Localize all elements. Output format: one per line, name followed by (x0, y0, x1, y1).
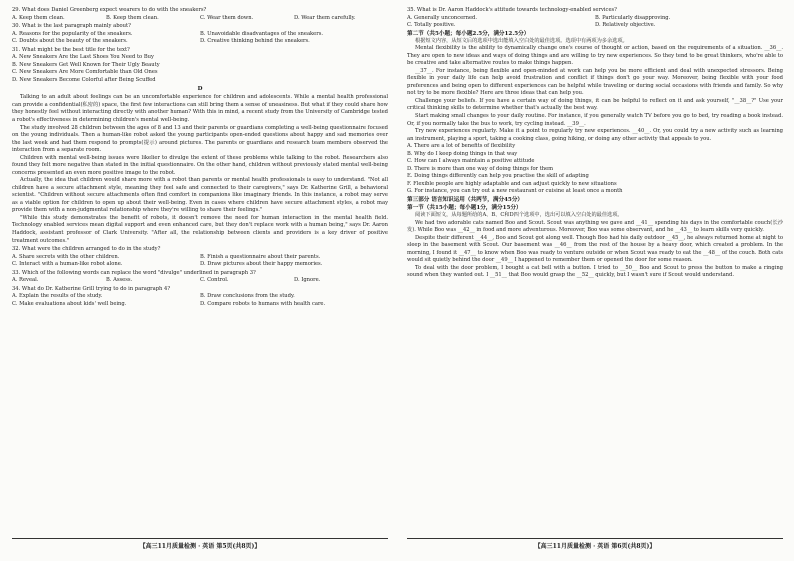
q34-options-row2 (12, 301, 388, 309)
q35-stem: 35. What is Dr. Aaron Haddock's attitude towards technology-enabled services? (407, 7, 617, 13)
q35-option-c: C. Totally positive. (407, 22, 456, 29)
q31-stem: 31. What might be the best title for the text? (12, 46, 130, 53)
passage-d-paragraph-3: Children with mental well-being issues were likelier to divulge the extent of these problems while talking to the robot. Researchers also found they felt more negative than stated in the initial questionnaire. On the other hand, children without previously stated mental well-being concerns presented an even more positive image to the robot. (12, 154, 388, 176)
q34-options-row1 (12, 293, 388, 301)
q29-options (12, 15, 388, 23)
part-3-section-1-title: 第一节（共15小题；每小题1分，满分15分） (407, 204, 522, 211)
left-page-footer: 【高三11月质量检测 · 英语 第5页(共8页)】 (12, 538, 388, 551)
passage-d-paragraph-1: Talking to an adult about feelings can be an uncomfortable experience for children and adolescents. While a mental health professional can provide a confidential(私密的) space, the first few interactions can still bring them a sense of uneasiness. But what if they could share how they honestly feel without interacting directly with another human? With this in mind, a recent study from the University of Cambridge tested a robot's effectiveness in determining children's mental well-being. (12, 94, 388, 124)
section-2-title: 第二节（共5小题；每小题2.5分，满分12.5分） (407, 30, 530, 37)
q30-option-a: A. Reasons for the popularity of the sneakers. (12, 30, 133, 37)
choice-d: D. There is more than one way of doing things for them (407, 165, 554, 172)
right-page-footer: 【高三11月质量检测 · 英语 第6页(共8页)】 (407, 538, 783, 551)
q32-options-row1 (12, 254, 388, 262)
part-3-title: 第三部分 语言知识运用（共两节，满分45分） (407, 196, 524, 203)
q32-option-b: B. Finish a questionnaire about their parents. (200, 253, 321, 260)
passage-7-5-paragraph-2: __37__. For instance, being flexible and open-minded at work can help you be more efficient and deal with unexpected stressors. Being flexible in your daily life can help avoid frustration and conflict if things don't go your way. Moreover, being flexible with your food preferences and being open to different experiences can be helpful while traveling or during social occasions with friends and family. So why not try to be more flexible? Here are three ideas that can help you. (407, 67, 783, 97)
q32-options-row2 (12, 261, 388, 269)
q33-option-d: D. Ignore. (294, 277, 321, 284)
choice-f: F. Flexible people are highly adaptable and can adjust quickly to new situations (407, 180, 617, 187)
passage-d-label: D (197, 86, 203, 93)
q32-option-a: A. Share secrets with the other children. (12, 253, 120, 260)
q32-stem: 32. What were the children arranged to do in the study? (12, 246, 161, 253)
choice-b: B. Why do I keep doing things in that way (407, 150, 518, 157)
q30-stem: 30. What is the last paragraph mainly about? (12, 23, 131, 30)
part-3-instruction: 阅读下面短文，从每题所给的A、B、C和D四个选项中，选出可以填入空白处的最佳选项。 (415, 212, 623, 219)
choice-c: C. How can I always maintain a positive attitude (407, 158, 535, 165)
left-column (12, 6, 388, 530)
q31-option-a: A. New Sneakers Are the Last Shoes You Need to Buy (12, 54, 154, 61)
q29-option-a: A. Keep them clean. (12, 14, 65, 21)
q35-options-row2 (407, 22, 783, 30)
q31-option-c: C. New Sneakers Are More Comfortable than Old Ones (12, 69, 158, 76)
cloze-paragraph-1: We had two adorable cats named Boo and Scout. Scout was anything we gave and __41__ spending his days in the comfortable couch(长沙发). While Boo was __42__ in food and more adventurous. Moreover, Boo was some observant, and he __43__ to learn skills very quickly. (407, 219, 783, 234)
q30-option-c: C. Doubts about the beauty of the sneakers. (12, 38, 128, 45)
q30-option-d: D. Creative thinking behind the sneakers. (200, 38, 310, 45)
section-2-instruction: 根据短文内容，从短文后的选项中选出能填入空白处的最佳选项。选项中有两项为多余选项。 (415, 37, 628, 44)
q30-option-b: B. Unavoidable disadvantages of the sneakers. (200, 30, 324, 37)
cloze-paragraph-3: To deal with the door problem, I bought a cat bell with a button. I tried to __50__ Boo and Scout to press the button to make a ringing sound when they wanted out. I __51__ that Boo would grasp the __52__ quickly, but I wasn't sure if Scout would understand. (407, 264, 783, 279)
q35-option-a: A. Generally unconcerned. (407, 14, 478, 21)
q29-stem: 29. What does Daniel Greenberg expect wearers to do with the sneakers? (12, 7, 207, 13)
q32-option-d: D. Draw pictures about their happy memories. (200, 261, 323, 268)
q32-option-c: C. Interact with a human-like robot alone. (12, 261, 123, 268)
q34-option-a: A. Explain the results of the study. (12, 293, 103, 300)
choice-e: E. Doing things differently can help you practise the skill of adapting (407, 173, 589, 180)
q31-option-d: D. New Sneakers Become Colorful after Being Scuffed (12, 76, 156, 83)
q35-options-row1 (407, 15, 783, 23)
q34-option-d: D. Compare robots to humans with health care. (200, 300, 326, 307)
q29-option-b: B. Keep them clean. (106, 14, 159, 21)
q29-option-d: D. Wear them carefully. (294, 14, 356, 21)
q30-options-row2 (12, 38, 388, 46)
q35-option-d: D. Relatively objective. (595, 22, 656, 29)
q33-option-a: A. Reveal. (12, 277, 39, 284)
passage-d-paragraph-5: "While this study demonstrates the benefit of robots, it doesn't remove the need for human interaction in the mental health field. Technology enabled services mean digital support and even enhanced care, but they don't replace work with a human being," says Dr. Aaron Haddock, assistant professor of Clark University. "After all, the relationship between clients and providers is a key driver of positive treatment outcomes." (12, 214, 388, 244)
q34-stem: 34. What do Dr. Katherine Grill trying to do in paragraph 4? (12, 285, 171, 292)
q31-option-b: B. New Sneakers Get Well Known for Their Ugly Beauty (12, 61, 160, 68)
cloze-paragraph-2: Despite their different __44__, Boo and Scout got along well. Though Boo had his daily outdoor __45__, he always returned home at night to sleep in the basement with Scout. Our basement was __46__ from the rest of the house by a heavy door, which created a problem. In the morning, I found it __47__ to know when Boo was ready to venture outside or when Scout was ready to eat the __48__ of the couch. Both cats would sit quietly behind the door __49__ I happened to remember them or opened the door for some reason. (407, 234, 783, 264)
passage-7-5-paragraph-1: Mental flexibility is the ability to dynamically change one's course of thought or action, based on the requirements of a situation. __36__. They are open to new ideas and ways of doing things and are willing to try new experiences. So they tend to be great thinkers, who're able to be creative and take alternative routes to make things happen. (407, 45, 783, 67)
q35-option-b: B. Particularly disapproving. (595, 14, 671, 21)
q33-options (12, 277, 388, 285)
q34-option-b: B. Draw conclusions from the study. (200, 293, 295, 300)
passage-7-5-paragraph-3: Challenge your beliefs. If you have a certain way of doing things, it can be helpful to reflect on it and ask yourself, "__38__?" Use your critical thinking skills to determine whether that's actually the best way. (407, 97, 783, 112)
q30-options-row1 (12, 31, 388, 39)
q29-option-c: C. Wear them down. (200, 14, 254, 21)
choice-a: A. There are a lot of benefits of flexibility (407, 143, 516, 150)
choice-g: G. For instance, you can try out a new restaurant or cuisine at least once a month (407, 188, 623, 195)
q34-option-c: C. Make evaluations about kids' well being. (12, 300, 127, 307)
passage-d-paragraph-4: Actually, the idea that children would share more with a robot than parents or mental health professionals is easy to understand. "Not all children have a secure attachment style, meaning they feel safe and connected to their caregivers," says Dr. Katherine Grill, a behavioral scientist. "Children without secure attachments often find comfort in companions like imaginary friends. In this instance, a robot may serve as a viable option for children to open up about their well-being. Even in cases where children have secure attachment styles, a robot may provide them with a non-judgmental relationship where they're willing to share their feelings." (12, 177, 388, 214)
q33-option-b: B. Assess. (106, 277, 133, 284)
passage-d-paragraph-2: The study involved 28 children between the ages of 8 and 13 and their parents or guardians completing a well-being questionnaire focused on the young individuals. Then a human-like robot asked the young participants open-ended questions about happy and sad memories over the last week and had them respond to prompts(提示) around pictures. The parents or guardians and research team members observed the interaction from a separate room. (12, 124, 388, 154)
q33-option-c: C. Control. (200, 277, 229, 284)
passage-7-5-paragraph-5: Try new experiences regularly. Make it a point to regularly try new experiences. __40__. Or, you could try a new activity such as learning an instrument, playing a sport, taking a cooking class, going hiking, or doing any other activity that appeals to you. (407, 128, 783, 142)
passage-7-5-paragraph-4: Start making small changes to your daily routine. For instance, if you generally watch TV before you go to bed, try reading a book instead. Or, if you normally take the bus to work, try cycling instead. __39__. (407, 113, 783, 127)
q33-stem: 33. Which of the following words can replace the word "divulge" underlined in paragraph 3? (12, 269, 256, 276)
right-column (407, 6, 783, 530)
